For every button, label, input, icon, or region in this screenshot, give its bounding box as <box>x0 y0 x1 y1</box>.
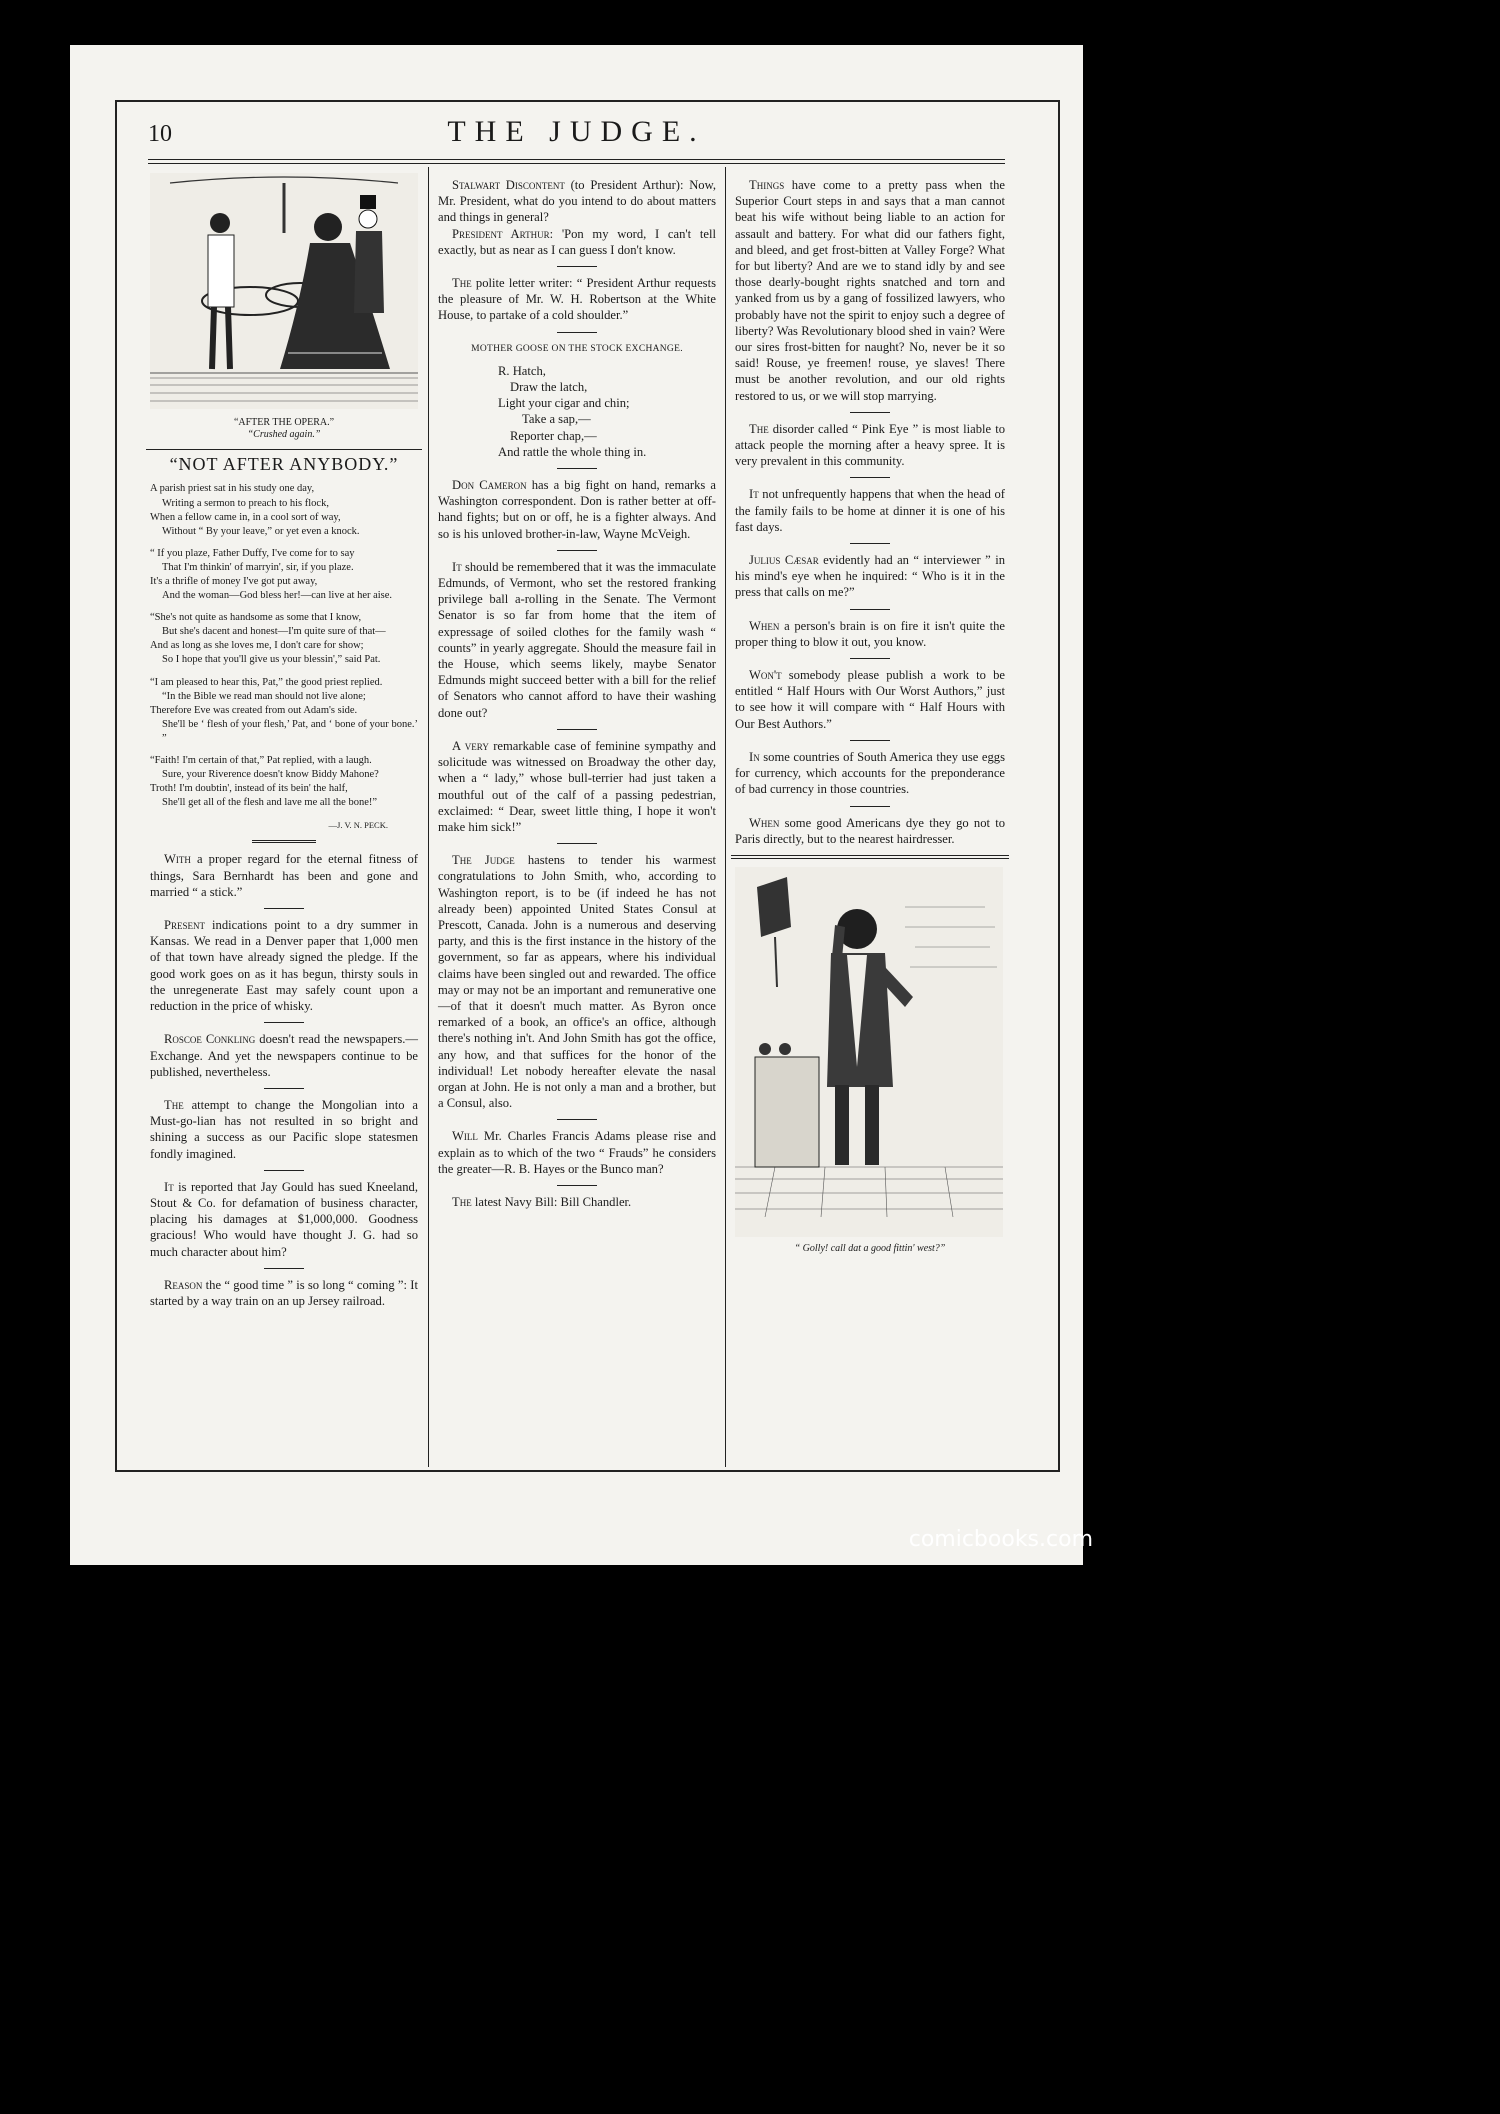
poem-line: “I am pleased to hear this, Pat,” the good priest replied. <box>150 676 383 688</box>
paragraph-text: a person's brain is on fire it isn't quite the proper thing to blow it out, you know. <box>735 618 1005 649</box>
article-paragraph <box>150 851 418 900</box>
paragraph-text: attempt to change the Mongolian into a Must-go-lian has not resulted in so bright and shining a success as our Pacific slope statesmen fondly imagined. <box>150 1097 418 1161</box>
paragraph-text: indications point to a dry summer in Kansas. We read in a Denver paper that 1,000 men of that town have already signed the pledge. If the good work goes on as it has begun, thirsty souls in the unregenerate East may safely count upon a reduction in the price of whisky. <box>150 918 418 1014</box>
article-paragraph <box>150 1179 418 1260</box>
illustration-subcaption: “Crushed again.” <box>247 429 321 441</box>
paragraph-lead: Stalwart Discontent <box>452 178 565 192</box>
poem-stanza <box>150 676 418 746</box>
poem-line: It's a thrifle of money I've got put away, <box>150 575 318 587</box>
section-rule <box>731 855 1009 856</box>
paragraph-lead: Won't <box>749 668 782 683</box>
poem-line: So I hope that you'll give us your blessin',” said Pat. <box>162 654 381 666</box>
article-paragraph <box>438 177 716 226</box>
paragraph-lead: It <box>749 487 759 502</box>
poem-line: A parish priest sat in his study one day, <box>150 483 315 495</box>
column-1 <box>150 173 418 1309</box>
column-3 <box>735 177 1005 1255</box>
verse-line: Draw the latch, <box>510 380 588 395</box>
illustration-caption: “ Golly! call dat a good fittin' west?” <box>794 1243 946 1255</box>
paragraph-lead: Things <box>749 178 785 192</box>
page-number: 10 <box>148 121 172 147</box>
paragraph-lead: Reason <box>164 1277 203 1292</box>
poem-line: “ If you plaze, Father Duffy, I've come for to say <box>150 547 355 559</box>
col2-paragraph-letter-writer <box>438 275 716 324</box>
newspaper-page <box>70 45 1083 1565</box>
col2-dialogue <box>438 177 716 258</box>
paragraph-lead: In <box>749 749 760 764</box>
poem-title: “NOT AFTER ANYBODY.” <box>169 454 399 475</box>
article-paragraph <box>735 815 1005 847</box>
paragraph-text: has a big fight on hand, remarks a Washington correspondent. Don is rather better at off-hand fights; but on or off, he is a fighter always. And so is his unloved brother-in-law, Wayne McVeigh. <box>438 478 716 541</box>
paragraph-lead: When <box>749 815 780 830</box>
masthead-title: THE JUDGE. <box>447 115 706 148</box>
article-paragraph <box>438 559 716 721</box>
paragraph-text: the “ good time ” is so long “ coming ”: It started by a way train on an up Jersey railroad. <box>150 1277 418 1308</box>
verse-line: R. Hatch, <box>498 363 546 378</box>
poem-line: Sure, your Riverence doesn't know Biddy Mahone? <box>162 769 379 781</box>
section-separator <box>850 609 890 610</box>
paragraph-text: : 'Pon my word, I can't tell exactly, but as near as I can guess I don't know. <box>438 226 716 257</box>
section-rule <box>731 858 1009 859</box>
section-separator <box>557 266 597 267</box>
paragraph-text: should be remembered that it was the immaculate Edmunds, of Vermont, who set the restored franking privilege ball a-rolling in the Senate. The Vermont Senator is so far from home that the item of expressage of soiled clothes for the family wash “ counts” in yearly aggregate. Should the measure fail in the House, which seems likely, maybe Senator Edmunds might succeed better with a bill for the relief of Senators who cannot afford to have their washing done out? <box>438 559 716 720</box>
paragraph-lead: Julius Cæsar <box>749 553 819 568</box>
col1-paragraphs <box>150 851 418 1309</box>
section-separator <box>264 1022 304 1023</box>
section-separator <box>557 1185 597 1186</box>
paragraph-lead: A very <box>452 738 489 753</box>
article-paragraph <box>150 1031 418 1080</box>
paragraph-lead: Don Cameron <box>452 478 527 493</box>
poem-line: And as long as she loves me, I don't care for show; <box>150 640 364 652</box>
paragraph-lead: Will <box>452 1129 478 1144</box>
poem-stanza <box>150 754 418 810</box>
paragraph-lead: The Judge <box>452 853 515 868</box>
poem-line: She'll be ‘ flesh of your flesh,’ Pat, and ‘ bone of your bone.’ ” <box>162 718 418 744</box>
column-2 <box>438 177 716 1210</box>
section-separator <box>850 412 890 413</box>
poem-line: Without “ By your leave,” or yet even a knock. <box>162 525 360 537</box>
paragraph-text: Mr. Charles Francis Adams please rise and explain as to which of the two “ Frauds” he considers the greater—R. B. Hayes or the Bunco man? <box>438 1129 716 1176</box>
section-rule <box>146 449 422 450</box>
article-paragraph <box>150 1097 418 1162</box>
section-separator <box>557 468 597 469</box>
article-paragraph <box>735 486 1005 535</box>
paragraph-lead: The <box>164 1097 184 1112</box>
verse-title: MOTHER GOOSE ON THE STOCK EXCHANGE. <box>471 343 683 354</box>
paragraph-lead: It <box>452 559 462 574</box>
paragraph-text: latest Navy Bill: Bill Chandler. <box>471 1194 632 1209</box>
poem-line: Troth! I'm doubtin', instead of its bein' the half, <box>150 783 348 795</box>
section-separator <box>557 729 597 730</box>
paragraph-text: is reported that Jay Gould has sued Kneeland, Stout & Co. for defamation of business character, placing his damages at $1,000,000. Goodness gracious! Who would have thought J. G. had so much character about him? <box>150 1179 418 1259</box>
article-paragraph <box>438 1128 716 1177</box>
col2-paragraphs <box>438 477 716 1210</box>
golly-illustration <box>735 867 1003 1237</box>
paragraph-text: have come to a pretty pass when the Superior Court steps in and says that a man cannot beat his wife without being liable to an action for assault and battery. For what did our fathers fight, and bleed, and get frost-bitten at Valley Forge? What for but liberty? And are we to stand idly by and see those dearly-bought rights snatched and torn and yanked from us by a gang of fossilized lawyers, who probably have not the spirit to enjoy such a degree of liberty? Was Revolutionary blood shed in vain? Were our sires frost-bitten for naught? No, never be it so said! Rouse, ye freemen! rouse, ye slaves! There must be another revolution, and our old rights restored to us, or we will stop marrying. <box>735 178 1005 403</box>
paragraph-text: polite letter writer: “ President Arthur requests the pleasure of Mr. W. H. Robertson at the White House, to partake of a cold shoulder.” <box>438 276 716 323</box>
paragraph-lead: Roscoe Conkling <box>164 1032 256 1047</box>
poem-stanza <box>150 482 418 538</box>
poem-stanza <box>150 611 418 667</box>
section-separator <box>557 332 597 333</box>
section-separator <box>264 908 304 909</box>
paragraph-text: somebody please publish a work to be entitled “ Half Hours with Our Worst Authors,” just to see how it will compare with “ Half Hours with Our Best Authors.” <box>735 668 1005 731</box>
paragraph-text: some countries of South America they use eggs for currency, which accounts for the preponderance of bad currency in those countries. <box>735 749 1005 797</box>
section-separator <box>264 1088 304 1089</box>
poem-line: That I'm thinkin' of marryin', sir, if you plaze. <box>162 561 354 573</box>
paragraph-lead: With <box>164 852 191 867</box>
article-paragraph <box>735 749 1005 798</box>
paragraph-lead: When <box>749 618 780 633</box>
poem-signature: —J. V. N. PECK. <box>328 820 388 831</box>
poem-line: She'll get all of the flesh and lave me all the bone!” <box>162 797 378 809</box>
article-paragraph <box>735 421 1005 470</box>
poem-line: When a fellow came in, in a cool sort of way, <box>150 511 341 523</box>
poem-line: Therefore Eve was created from out Adam's side. <box>150 704 358 716</box>
poem-line: And the woman—God bless her!—can live at her aise. <box>162 590 393 602</box>
verse-mother-goose <box>438 363 716 460</box>
header-rule <box>148 159 1005 160</box>
paragraph-text: a proper regard for the eternal fitness of things, Sara Bernhardt has been and gone and married “ a stick.” <box>150 852 418 899</box>
paragraph-text: disorder called “ Pink Eye ” is most liable to attack people the morning after a heavy spree. It is very prevalent in this community. <box>735 421 1005 469</box>
paragraph-text: (to President Arthur): Now, Mr. President, what do you intend to do about matters and things in general? <box>438 178 717 225</box>
poem-line: “She's not quite as handsome as some that I know, <box>150 612 362 624</box>
section-separator <box>850 806 890 807</box>
section-separator <box>557 550 597 551</box>
paragraph-text: remarkable case of feminine sympathy and solicitude was witnessed on Broadway the other day, when a “ lady,” whose bull-terrier had just taken a mouthful out of the calf of a passing pedestrian, exclaimed: “ Dear, sweet little thing, I hope it won't make him sick!” <box>438 738 716 834</box>
article-paragraph <box>735 618 1005 650</box>
section-separator <box>850 477 890 478</box>
paragraph-lead: It <box>164 1179 174 1194</box>
article-paragraph <box>735 667 1005 732</box>
paragraph-text: hastens to tender his warmest congratulations to John Smith, who, according to Washington report, is to be (if indeed he has not already been) appointed United States Consul at Prescott, Canada. John is a numerous and deserving party, and this is the first instance in the history of the government, so far as appears, where his individual claims have been singled out and rewarded. The office may or may not be an important and remunerative one—of that it doesn't much matter. As Byron once remarked of a book, an office's an office, although there's nothing in't. And John Smith has got the office, any how, and that suffices for the honor of the individual! Let nobody hereafter elevate the nasal organ at John. He is not only a man and a brother, but a Consul, also. <box>438 853 716 1111</box>
poem-line: But she's dacent and honest—I'm quite sure of that— <box>162 626 386 638</box>
article-paragraph <box>438 226 716 258</box>
paragraph-text: evidently had an “ interviewer ” in his mind's eye when he inquired: “ Who is it in the press that calls on me?” <box>735 553 1005 600</box>
after-the-opera-illustration <box>150 173 418 409</box>
verse-line: Reporter chap,— <box>510 428 597 443</box>
column-rule <box>725 167 726 1467</box>
section-separator <box>850 543 890 544</box>
section-separator <box>557 1119 597 1120</box>
article-paragraph <box>438 1194 716 1210</box>
paragraph-text: some good Americans dye they go not to Paris directly, but to the nearest hairdresser. <box>735 815 1005 846</box>
paragraph-lead: The <box>452 276 472 291</box>
paragraph-lead: Present <box>164 918 206 933</box>
verse-line: Light your cigar and chin; <box>498 396 630 411</box>
section-separator <box>264 1268 304 1269</box>
article-paragraph <box>735 552 1005 601</box>
article-paragraph <box>438 738 716 835</box>
article-paragraph <box>735 177 1005 404</box>
paragraph-lead: The <box>452 1194 472 1209</box>
site-watermark: comicbooks.com <box>908 1527 1093 1552</box>
poem-line: “Faith! I'm certain of that,” Pat replied, with a laugh. <box>150 755 372 766</box>
section-separator <box>252 840 316 843</box>
paragraph-text: doesn't read the newspapers.—Exchange. And yet the newspapers continue to be published, nevertheless. <box>150 1032 418 1079</box>
article-paragraph <box>438 852 716 1111</box>
section-separator <box>850 658 890 659</box>
verse-line: Take a sap,— <box>522 412 591 427</box>
poem-not-after-anybody <box>150 482 418 810</box>
paragraph-text: not unfrequently happens that when the head of the family fails to be home at dinner it is one of his fast days. <box>735 487 1005 534</box>
verse-line: And rattle the whole thing in. <box>498 444 647 459</box>
poem-stanza <box>150 547 418 603</box>
header-rule <box>148 163 1005 164</box>
paragraph-lead: The <box>749 421 769 436</box>
article-paragraph <box>150 917 418 1014</box>
poem-line: “In the Bible we read man should not live alone; <box>162 690 366 702</box>
col3-paragraphs <box>735 177 1005 847</box>
section-separator <box>557 843 597 844</box>
article-paragraph <box>438 477 716 542</box>
article-paragraph <box>150 1277 418 1309</box>
section-separator <box>850 740 890 741</box>
column-rule <box>428 167 429 1467</box>
illustration-caption: “AFTER THE OPERA.” <box>233 417 335 429</box>
section-separator <box>264 1170 304 1171</box>
paragraph-lead: President Arthur <box>452 226 550 241</box>
poem-line: Writing a sermon to preach to his flock, <box>162 497 329 509</box>
